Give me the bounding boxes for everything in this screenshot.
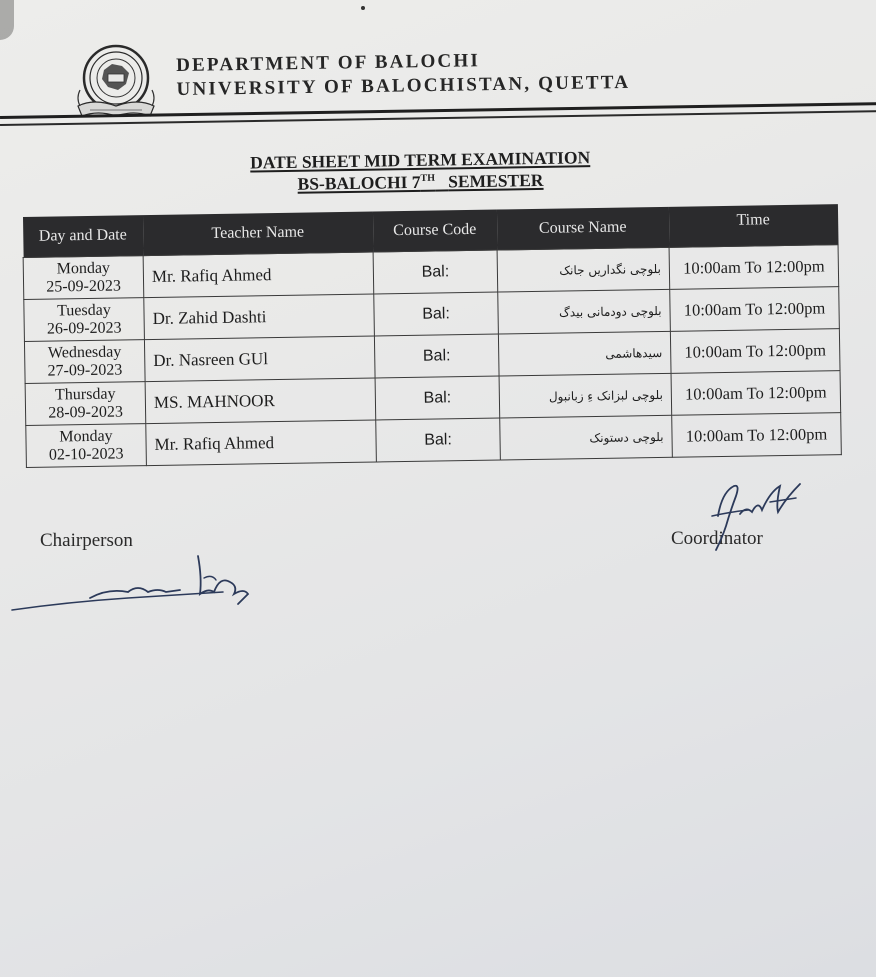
day-name: Thursday	[54, 385, 116, 404]
course-name: سیدھاشمی	[498, 331, 671, 376]
day-name: Monday	[56, 259, 111, 277]
teacher-name: Mr. Rafiq Ahmed	[143, 252, 374, 298]
header-course-name: Course Name	[496, 207, 669, 250]
title-line-1: DATE SHEET MID TERM EXAMINATION	[249, 147, 591, 173]
exam-time: 10:00am To 12:00pm	[670, 287, 840, 332]
teacher-name: Dr. Zahid Dashti	[144, 294, 375, 340]
chairperson-label: Chairperson	[40, 530, 133, 551]
university-name: UNIVERSITY OF BALOCHISTAN, QUETTA	[176, 71, 631, 100]
coordinator-label: Coordinator	[671, 528, 763, 549]
date-sheet-table	[22, 204, 842, 468]
course-name: بلوچی نگداریں جانک	[497, 247, 670, 292]
exam-date: 27-09-2023	[47, 360, 123, 380]
day-name: Monday	[59, 427, 113, 445]
day-date-cell	[24, 340, 145, 384]
exam-time: 10:00am To 12:00pm	[670, 329, 840, 374]
header-course-code: Course Code	[372, 210, 497, 252]
course-code: Bal:	[375, 376, 500, 420]
document-title	[220, 146, 621, 196]
day-date-cell	[25, 382, 146, 426]
date-sheet-table-container	[22, 204, 841, 468]
department-name: DEPARTMENT OF BALOCHI	[176, 50, 481, 76]
paper-dot	[361, 6, 365, 10]
exam-time: 10:00am To 12:00pm	[671, 371, 841, 416]
header-teacher-name: Teacher Name	[142, 211, 373, 255]
exam-time: 10:00am To 12:00pm	[669, 245, 839, 290]
course-name: بلوچی دودمانی بیدگ	[498, 289, 671, 334]
exam-date: 26-09-2023	[46, 318, 122, 338]
course-code: Bal:	[374, 292, 499, 336]
day-name: Wednesday	[47, 342, 122, 362]
teacher-name: Mr. Rafiq Ahmed	[146, 420, 377, 466]
day-date-cell	[23, 256, 144, 300]
header-time: Time	[668, 204, 838, 247]
exam-date: 28-09-2023	[48, 402, 124, 422]
course-code: Bal:	[376, 418, 501, 462]
exam-date: 02-10-2023	[48, 444, 124, 464]
title-superscript: TH	[420, 172, 436, 185]
course-code: Bal:	[373, 250, 498, 294]
title-semester: SEMESTER	[447, 169, 544, 192]
day-date-cell	[26, 424, 147, 468]
chairperson-signature	[8, 548, 258, 618]
teacher-name: MS. MAHNOOR	[145, 378, 376, 424]
page-edge-shadow	[0, 0, 14, 40]
day-name: Tuesday	[57, 301, 111, 319]
course-name: بلوچی لبزانک ءِ زبانبول	[499, 373, 672, 418]
day-date-cell	[24, 298, 145, 342]
letterhead	[176, 47, 630, 102]
header-day-date: Day and Date	[22, 215, 143, 257]
title-program: BS-BALOCHI 7	[297, 171, 421, 194]
exam-time: 10:00am To 12:00pm	[672, 413, 842, 458]
coordinator-signature	[700, 472, 810, 562]
course-name: بلوچی دستونک	[500, 415, 673, 460]
teacher-name: Dr. Nasreen GUl	[144, 336, 375, 382]
university-seal-icon	[74, 40, 158, 122]
exam-date: 25-09-2023	[46, 276, 122, 296]
course-code: Bal:	[374, 334, 499, 378]
